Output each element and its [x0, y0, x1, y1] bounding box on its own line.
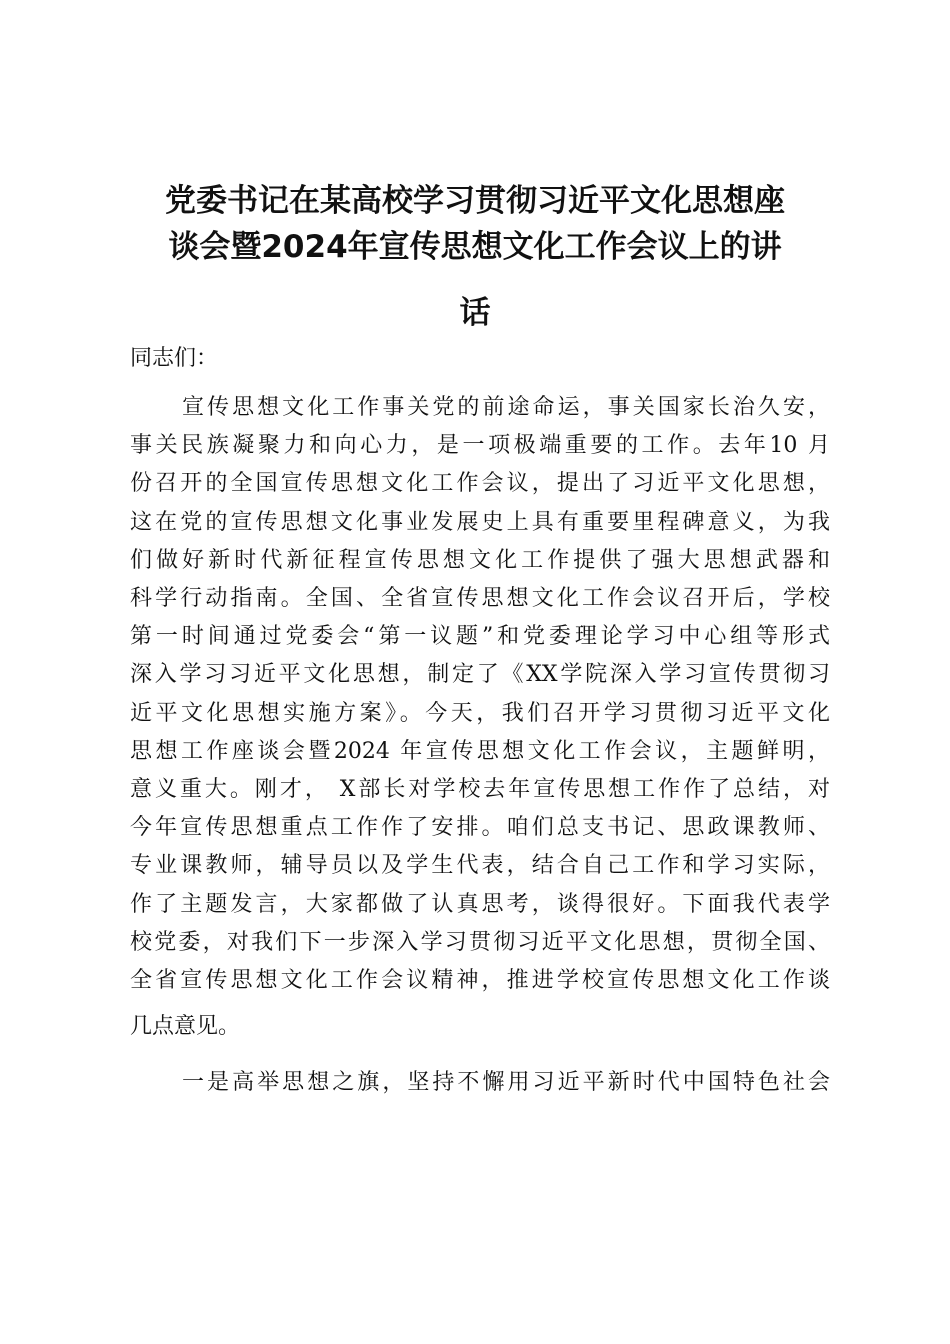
paragraph-line: 几点意见。 [130, 1014, 241, 1039]
paragraph-line: 这在党的宣传思想文化事业发展史上具有重要里程碑意义，为我 [130, 510, 830, 535]
paragraph-line: 第一时间通过党委会“第一议题”和党委理论学习中心组等形式 [130, 624, 830, 649]
paragraph-line: 专业课教师，辅导员以及学生代表，结合自己工作和学习实际， [130, 853, 830, 878]
paragraph-line: 深入学习习近平文化思想，制定了《XX学院深入学习宣传贯彻习 [130, 662, 830, 687]
paragraph-line: 校党委，对我们下一步深入学习贯彻习近平文化思想，贯彻全国、 [130, 930, 830, 955]
paragraph-line: 意义重大。刚才， X部长对学校去年宣传思想工作作了总结，对 [130, 777, 830, 802]
paragraph-line: 一是高举思想之旗，坚持不懈用习近平新时代中国特色社会 [182, 1070, 830, 1095]
title-line-1: 党委书记在某高校学习贯彻习近平文化思想座 [165, 183, 785, 219]
salutation: 同志们： [130, 346, 219, 371]
title-line-3: 话 [459, 295, 491, 331]
paragraph-line: 份召开的全国宣传思想文化工作会议，提出了习近平文化思想， [130, 471, 830, 496]
paragraph-line: 作了主题发言，大家都做了认真思考，谈得很好。下面我代表学 [130, 892, 830, 917]
paragraph-line: 今年宣传思想重点工作作了安排。咱们总支书记、思政课教师、 [130, 815, 830, 840]
paragraph-line: 宣传思想文化工作事关党的前途命运，事关国家长治久安， [182, 395, 830, 420]
paragraph-line: 近平文化思想实施方案》。今天，我们召开学习贯彻习近平文化 [130, 701, 830, 726]
paragraph-line: 们做好新时代新征程宣传思想文化工作提供了强大思想武器和 [130, 548, 830, 573]
paragraph-line: 事关民族凝聚力和向心力，是一项极端重要的工作。去年10 月 [130, 433, 830, 458]
paragraph-line: 科学行动指南。全国、全省宣传思想文化工作会议召开后，学校 [130, 586, 830, 611]
paragraph-line: 全省宣传思想文化工作会议精神，推进学校宣传思想文化工作谈 [130, 968, 830, 993]
title-line-2: 谈会暨2024年宣传思想文化工作会议上的讲 [168, 229, 782, 265]
paragraph-line: 思想工作座谈会暨2024 年宣传思想文化工作会议，主题鲜明， [130, 739, 830, 764]
